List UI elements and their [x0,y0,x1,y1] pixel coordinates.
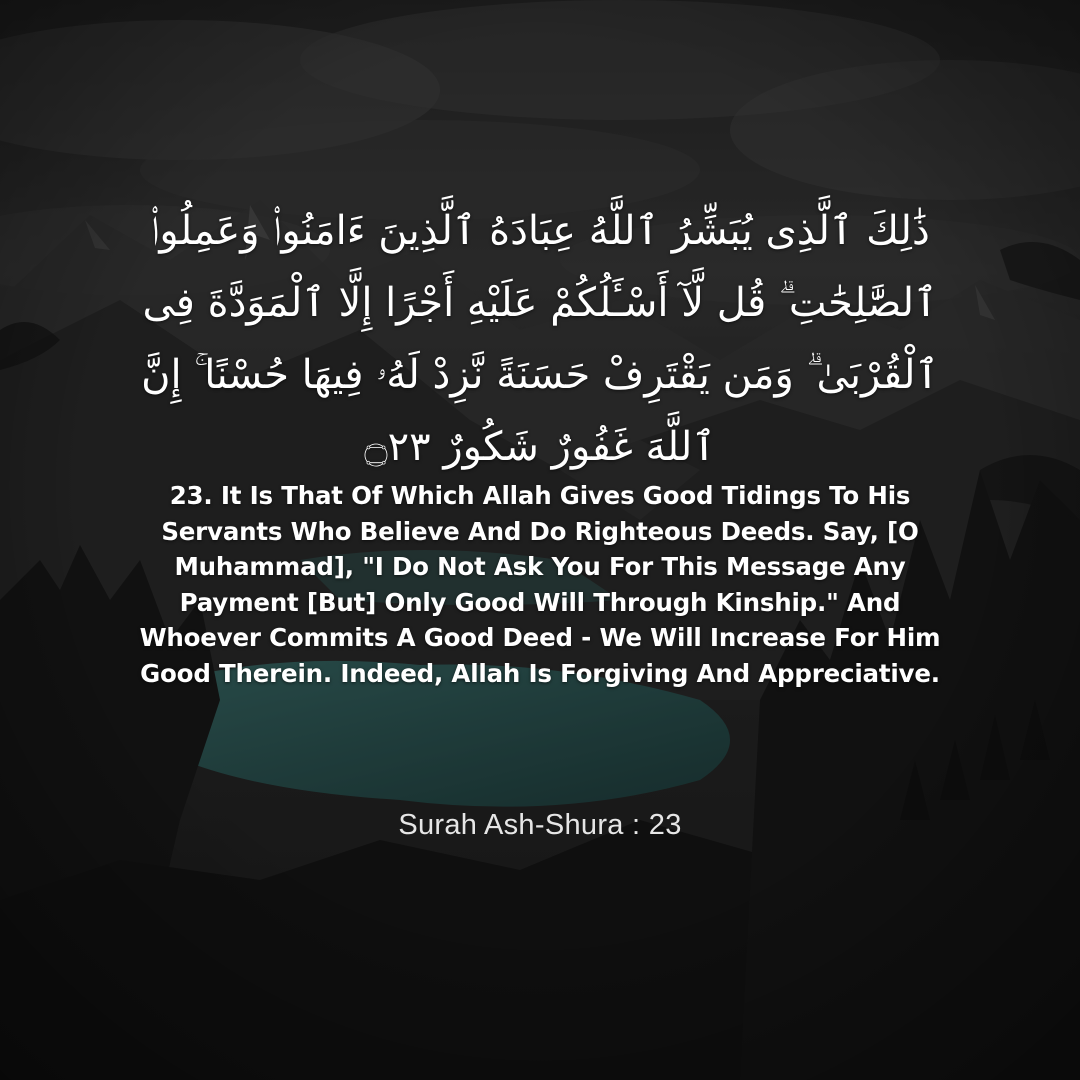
arabic-verse-text: ذَٰلِكَ ٱلَّذِى يُبَشِّرُ ٱللَّهُ عِبَادَهُ ٱلَّذِينَ ءَامَنُوا۟ وَعَمِلُوا۟ ٱلصَّٰلِحَٰتِ ۗ قُل لَّآ أَسْـَٔلُكُمْ عَلَيْهِ أَجْرًا إِلَّا ٱلْمَوَدَّةَ فِى ٱلْقُرْبَىٰ ۗ وَمَن يَقْتَرِفْ حَسَنَةً نَّزِدْ لَهُۥ فِيهَا حُسْنًا ۚ إِنَّ ٱللَّهَ غَفُورٌ شَكُورٌ ۝٢٣ [141,208,939,470]
surah-reference: Surah Ash-Shura : 23 [398,809,682,841]
verse-translation: 23. It Is That Of Which Allah Gives Good Tidings To His Servants Who Believe And Do Righteous Deeds. Say, [O Muhammad], "I Do Not Ask You For This Message Any Payment [But] Only Good Will Through Kinship." And Whoever Commits A Good Deed - We Will Increase For Him Good Therein. Indeed, Allah Is Forgiving And Appreciative. [139,481,941,688]
